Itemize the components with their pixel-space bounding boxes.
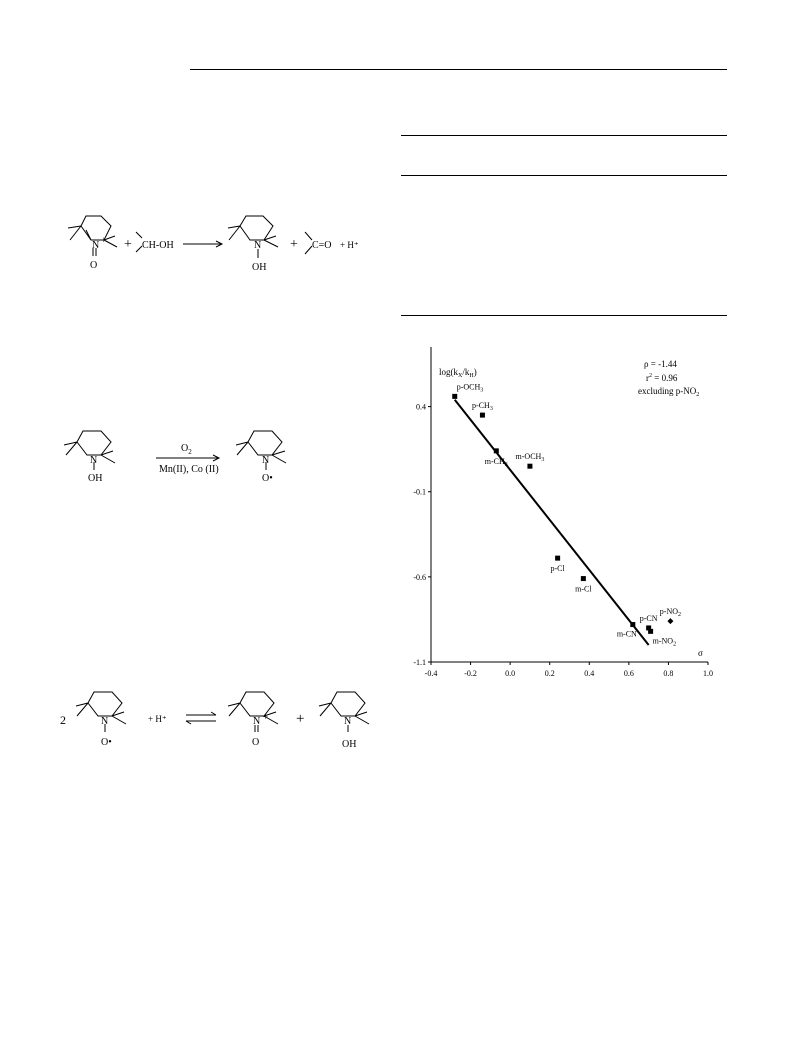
y-tick-label: -0.6 [413,572,426,582]
scheme2-reactant-oh: OH [88,473,103,484]
data-point-label: p-CN [639,613,658,623]
hydroxylamine-oh: OH [252,262,267,273]
x-tick-label: 0.2 [544,669,555,678]
chart-labels [457,382,681,647]
data-point-label: $p-CH_3$ [472,401,493,413]
scheme1-plus-2: + [290,237,298,252]
data-point [452,394,457,399]
data-point [630,622,635,627]
x-tick-label: 1.0 [703,669,713,678]
data-point-label: $p-NO_2$ [659,607,682,619]
annotation-rho: ρ = -1.44 [644,359,677,369]
scheme3-coefficient: 2 [60,713,66,727]
data-point-label: m-CN [616,629,637,639]
y-tick-label: -0.1 [413,487,426,497]
oxoammonium-o: O [90,260,98,271]
data-point-label: $m-CH_3$ [484,456,508,468]
x-tick-label: -0.2 [464,669,477,678]
scheme3-product2-n: N [344,716,352,727]
scheme1-plus-1: + [124,237,132,252]
scheme3-product2-oh: OH [342,739,357,750]
scheme3-product1-o: O [252,737,260,748]
x-tick-label: 0.6 [623,669,634,678]
hydroxylamine-n: N [254,240,262,251]
data-point-label: p-Cl [550,564,565,574]
x-tick-label: -0.4 [424,669,438,678]
data-point [480,413,485,418]
y-tick-label: -1.1 [413,658,426,667]
data-point [581,576,586,581]
chart-fit [455,400,649,645]
data-point-diamond [667,618,673,624]
data-point-label: m-Cl [575,584,592,594]
x-tick-label: 0.8 [663,669,674,678]
scheme2-product-n: N [262,455,270,466]
scheme2-catalyst: Mn(II), Co (II) [159,464,219,475]
data-point-label: $m-OCH_3$ [515,452,545,464]
scheme1-proton: + H⁺ [340,240,359,250]
y-tick-label: 0.4 [416,402,426,412]
scheme2-reagent: $O_2$ [181,443,192,456]
x-axis-label: σ [698,648,703,658]
data-point [494,448,499,453]
scheme3-product1-n: N [253,716,261,727]
alcohol-label: CH-OH [142,240,174,251]
scheme2-reactant-n: N [90,455,98,466]
chart-points [452,394,673,634]
oxoammonium-n: N [92,240,100,251]
annotation-r2: $r^2 = 0.96$ [646,373,678,383]
scheme2-product-o: O• [262,473,273,484]
scheme3-reactant-n: N [101,716,109,727]
data-point-label: $m-NO_2$ [652,636,677,648]
x-tick-label: 0.4 [584,669,595,678]
x-tick-label: 0.0 [505,669,516,678]
scheme3-product1-charge: + [263,712,269,722]
data-point [648,629,653,634]
scheme3-plus: + [296,711,305,727]
data-point [555,556,560,561]
y-axis-label: $\log(k_X/k_H)$ [439,367,477,379]
annotation-excluding: excluding $p-NO_2$ [638,386,700,398]
data-point [527,464,532,469]
regression-line [455,400,649,645]
oxoammonium-charge: + [101,235,107,245]
scheme3-reactant-o: O• [101,737,112,748]
data-point-label: $p-OCH_3$ [456,382,484,394]
carbonyl-label: C=O [312,240,332,251]
scheme3-proton: + H⁺ [148,714,167,724]
